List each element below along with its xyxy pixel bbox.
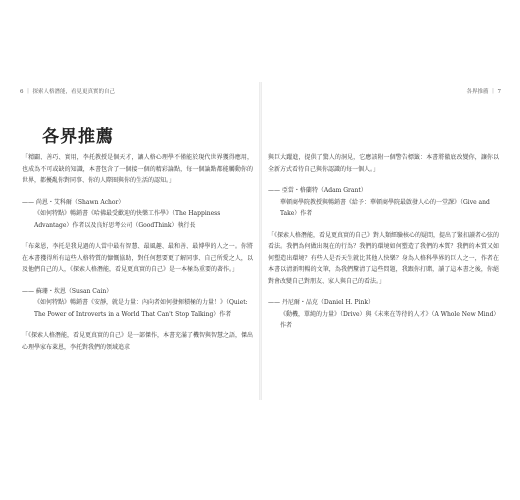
left-column (22, 152, 253, 357)
running-head-left: 6 ｜ 探索人格潛能，看見更真實的自己 (20, 89, 115, 95)
right-column (268, 152, 499, 342)
endorser-role: 華頓商學院教授與暢銷書《給予：華頓商學院最啟發人心的一堂課》（Give and Take）作者 (280, 198, 490, 217)
endorser-role: 《動機，單純的力量》（Drive）與《未來在等待的人才》（A Whole New Mind）作者 (280, 310, 497, 329)
endorser-name: —— 亞當・格蘭特（Adam Grant） (268, 187, 367, 194)
endorsement-text: 「《探索人格潛能，看見更真實的自己》對人類經驗核心的疑問，提出了緊扣讀者心弦的看法。我們為何做出現在的行為？我們的環境如何塑造了我們的本質？我們的本質又如何塑造出環境？有些人是否天生就比其他人快樂？身為人格科學界的巨人之一，作者在本書以清新明暢的文筆，為我們釐清了這些問題，我跟你打賭，讀了這本書之後，你絕對會改變自己對朋友、家人與自己的看法。」 (268, 231, 500, 285)
endorser-name: —— 蘇珊・坎恩（Susan Cain） (22, 287, 113, 295)
endorser-name: —— 尚恩・艾科爾（Shawn Achor） (22, 198, 125, 206)
endorser-role: 《如何特點》暢銷書《哈佛最受歡迎的快樂工作學》（The Happiness Advantage）作者以及良好思考公司（GoodThink）執行長 (34, 210, 221, 229)
endorser-role: 《如何特點》暢銷書《安靜，就是力量：內向者如何發揮積極的力量！》（Quiet: The Power of Introverts in a World That Can't Stop Talking）作者 (34, 299, 248, 318)
left-page (16, 82, 259, 400)
endorsement-text: 「布萊恩，李托是我見過的人當中最有智慧、最風趣、最和善、最博學的人之一。你將在本書獲得所有這些人格特質的慷慨協助，對任何想要更了解同事、自己所愛之人，以及他們自己的人，《探索人格潛能，看見更真實的自己》是一本極為重要的著作。」 (22, 243, 253, 273)
section-title: 各界推薦 (42, 127, 114, 147)
endorsement-text: 與巨大躍進，提供了驚人的洞見，它應該附一個警告標籤：本書將徹底改變你，讓你以全新方式看待自己與你認識的每一個人。」 (268, 154, 499, 173)
right-page (262, 82, 505, 400)
endorsement-text: 「精闢、善巧、實用，李托教授是個天才，讓人格心理學不僅能於現代世界獲得應用，也成為不可或缺的知識，本書包含了一個接一個的精彩論點，每一個論點都能觸動你的世界，都擾亂你對同事、你的人際圈與你的生活的認知。」 (22, 154, 253, 184)
endorser-name: —— 丹尼爾・品克（Daniel H. Pink） (268, 299, 374, 306)
endorsement-text-continued: 「《探索人格潛能，看見更真實的自己》是一部傑作，本書充滿了機智與智慧之語，傑出心理學家布萊恩，李托對我們的領域追求 (22, 332, 254, 351)
running-head-right: 各界推薦 ｜ 7 (466, 89, 501, 95)
